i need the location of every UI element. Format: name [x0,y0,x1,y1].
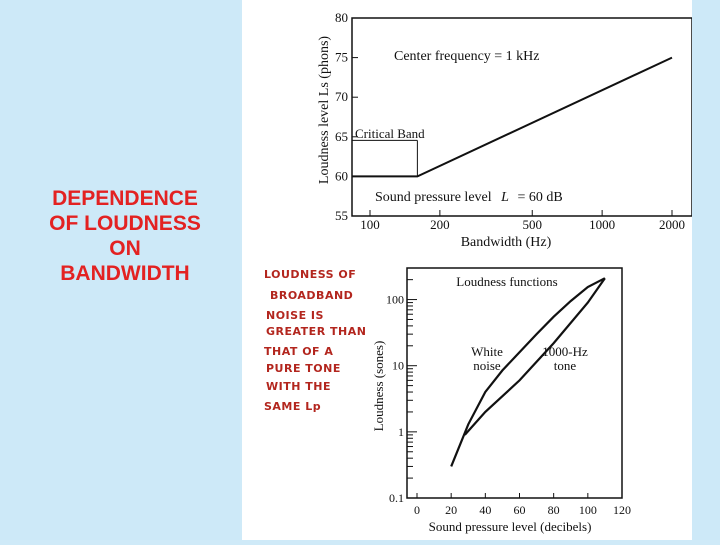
note-line: GREATER THAN [266,325,367,338]
chart1-ytick-label: 65 [335,128,348,144]
center-frequency-annotation: Center frequency = 1 kHz [394,49,540,64]
chart1-xtick-label: 500 [522,217,542,232]
chart-loudness-functions [371,268,631,534]
chart1-line [352,58,672,177]
chart-bandwidth [317,10,692,250]
tone-label: 1000-Hz [542,344,588,359]
note-line: LOUDNESS OF [264,268,357,281]
spl-prefix: Sound pressure level [375,190,492,205]
chart2-ytick-label: 100 [386,292,404,307]
spl-value: = 60 dB [517,190,563,205]
chart1-ytick-label: 70 [335,89,348,105]
chart2-xtick-label: 40 [479,503,492,517]
chart2-xtick-label: 0 [414,503,420,517]
spl-var: L [501,190,509,205]
chart1-xtick-label: 1000 [589,217,616,232]
title-line: ON [109,237,141,260]
tone-label: tone [553,358,577,373]
chart2-xtick-label: 80 [547,503,560,517]
left-panel [0,0,240,540]
white-noise-label: noise [473,358,501,373]
figure-panel [242,0,692,540]
chart2-xtick-label: 20 [445,503,458,517]
chart2-xtick-label: 60 [513,503,526,517]
handwritten-note [264,268,366,413]
title-line: OF LOUDNESS [49,212,201,235]
note-line: BROADBAND [270,289,354,302]
white-noise-label: White [471,344,503,359]
chart2-ytick-label: 0.1 [389,491,404,505]
spl-annotation [375,190,563,205]
title-line: DEPENDENCE [52,187,198,210]
chart1-xtick-label: 200 [430,217,450,232]
chart2-frame [407,268,622,498]
right-strip [692,0,720,540]
chart2-xtick-label: 100 [578,503,597,517]
chart2-title: Loudness functions [456,274,558,289]
chart1-ytick-label: 75 [335,49,348,65]
note-line: NOISE IS [266,309,324,322]
chart1-xtick-label: 2000 [659,217,685,232]
chart2-xlabel: Sound pressure level (decibels) [428,519,592,534]
chart1-ytick-label: 55 [335,208,348,223]
slide-title [10,186,240,286]
note-line: WITH THE [266,380,331,393]
note-line: THAT OF A [264,345,334,358]
chart1-ylabel: Loudness level Ls (phons) [317,35,332,185]
critical-band-annotation: Critical Band [355,126,425,141]
figure-svg [242,0,692,540]
chart1-frame [352,18,692,216]
chart1-ytick-label: 80 [335,10,348,25]
chart2-xtick-label: 120 [613,503,631,517]
chart1-xtick-label: 100 [360,217,380,232]
chart1-xlabel: Bandwidth (Hz) [460,235,552,250]
chart1-ytick-label: 60 [335,168,348,184]
title-line: BANDWIDTH [60,262,190,285]
chart2-ytick-label: 10 [392,358,404,373]
note-line: SAME Lp [264,400,322,413]
note-line: PURE TONE [266,362,341,375]
chart2-ylabel: Loudness (sones) [371,340,386,432]
chart2-ytick-label: 1 [398,424,404,439]
